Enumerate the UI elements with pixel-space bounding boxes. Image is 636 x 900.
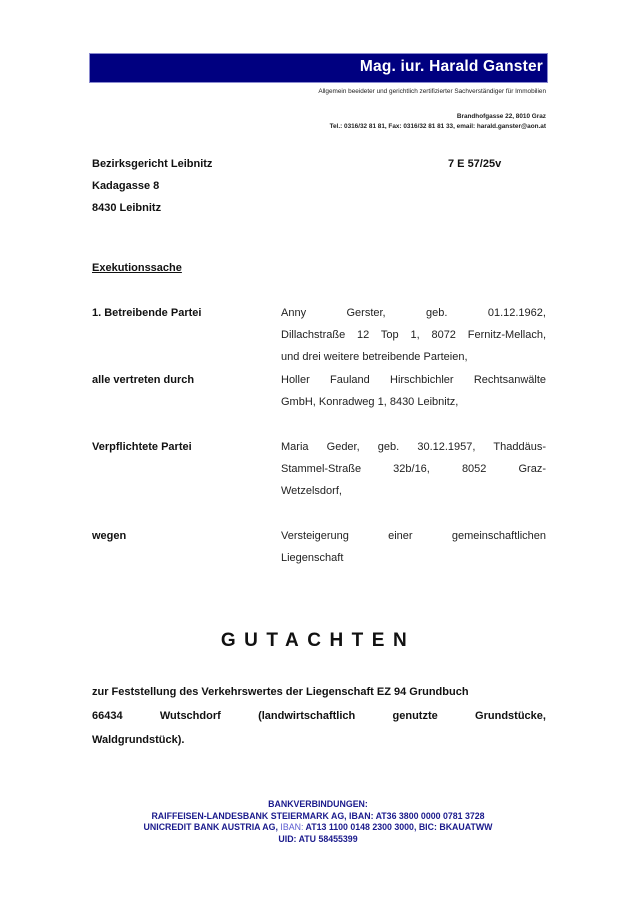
word: Stammel-Straße — [281, 463, 362, 475]
party-line — [281, 302, 546, 324]
party-line: GmbH, Konradweg 1, 8430 Leibnitz, — [281, 396, 459, 408]
word: 01.12.1962, — [487, 307, 546, 319]
party-value-creditor — [281, 302, 546, 368]
word: geb. — [426, 307, 448, 319]
document-purpose — [92, 680, 546, 752]
bank-raiffeisen: RAIFFEISEN-LANDESBANK STEIERMARK AG, IBAN: AT36 3800 0000 0781 3728 — [151, 810, 485, 821]
recipient-block — [92, 153, 212, 219]
word: Anny — [281, 307, 307, 319]
bank-heading: BANKVERBINDUNGEN: — [268, 799, 368, 809]
party-line: Dillachstraße 12 Top 1, 8072 Fernitz-Mellach, — [281, 329, 546, 341]
party-value-debtor — [281, 436, 546, 502]
contact-line: Tel.: 0316/32 81 81, Fax: 0316/32 81 81 33, email: harald.ganster@aon.at — [329, 122, 546, 130]
bank-unicredit-details: AT13 1100 0148 2300 3000, BIC: BKAUATWW — [305, 822, 493, 832]
party-label-creditor: 1. Betreibende Partei — [92, 307, 202, 319]
party-value-reason — [281, 525, 546, 569]
court-city: 8430 Leibnitz — [92, 202, 162, 214]
uid-number: UID: ATU 58455399 — [278, 833, 358, 844]
address-line: Brandhofgasse 22, 8010 Graz — [456, 113, 546, 120]
document-title: GUTACHTEN — [220, 630, 416, 651]
party-line — [281, 458, 546, 480]
word: 8052 — [461, 463, 487, 475]
expert-address — [330, 112, 546, 131]
case-number: 7 E 57/25v — [448, 158, 502, 170]
bank-unicredit-iban-label: IBAN: — [280, 822, 304, 832]
purpose-line: Waldgrundstück). — [92, 734, 185, 746]
expert-tagline: Allgemein beeideter und gerichtlich zertifizierter Sachverständiger für Immobilien — [318, 88, 546, 95]
word: Gerster, — [346, 307, 386, 319]
party-label-reason: wegen — [92, 530, 127, 542]
word: Graz- — [518, 463, 546, 475]
bank-unicredit-name: UNICREDIT BANK AUSTRIA AG, — [143, 822, 278, 832]
party-line: Maria Geder, geb. 30.12.1957, Thaddäus- — [281, 441, 546, 453]
word: Grundstücke, — [475, 710, 546, 722]
party-line: Wetzelsdorf, — [281, 485, 342, 497]
word: 66434 — [92, 710, 123, 722]
party-line: Holler Fauland Hirschbichler Rechtsanwälte — [281, 374, 546, 386]
expert-name: Mag. iur. Harald Ganster — [359, 58, 543, 75]
word: einer — [388, 530, 413, 542]
party-label-representative: alle vertreten durch — [92, 374, 195, 386]
purpose-line — [92, 704, 546, 728]
letterhead-banner — [89, 53, 548, 83]
court-name: Bezirksgericht Leibnitz — [92, 158, 213, 170]
word: Wutschdorf — [159, 710, 221, 722]
party-line: und drei weitere betreibende Parteien, — [281, 351, 468, 363]
party-label-debtor: Verpflichtete Partei — [92, 441, 192, 453]
word: genutzte — [392, 710, 438, 722]
word: Versteigerung — [281, 530, 349, 542]
bank-footer — [0, 799, 636, 845]
bank-unicredit — [0, 822, 636, 834]
word: gemeinschaftlichen — [451, 530, 546, 542]
court-street: Kadagasse 8 — [92, 180, 160, 192]
matter-title: Exekutionssache — [92, 262, 182, 274]
word: 32b/16, — [393, 463, 430, 475]
word: (landwirtschaftlich — [258, 710, 356, 722]
party-line: Liegenschaft — [281, 552, 344, 564]
party-line — [281, 525, 546, 547]
party-value-representative — [281, 369, 546, 413]
purpose-line: zur Feststellung des Verkehrswertes der Liegenschaft EZ 94 Grundbuch — [92, 686, 469, 698]
